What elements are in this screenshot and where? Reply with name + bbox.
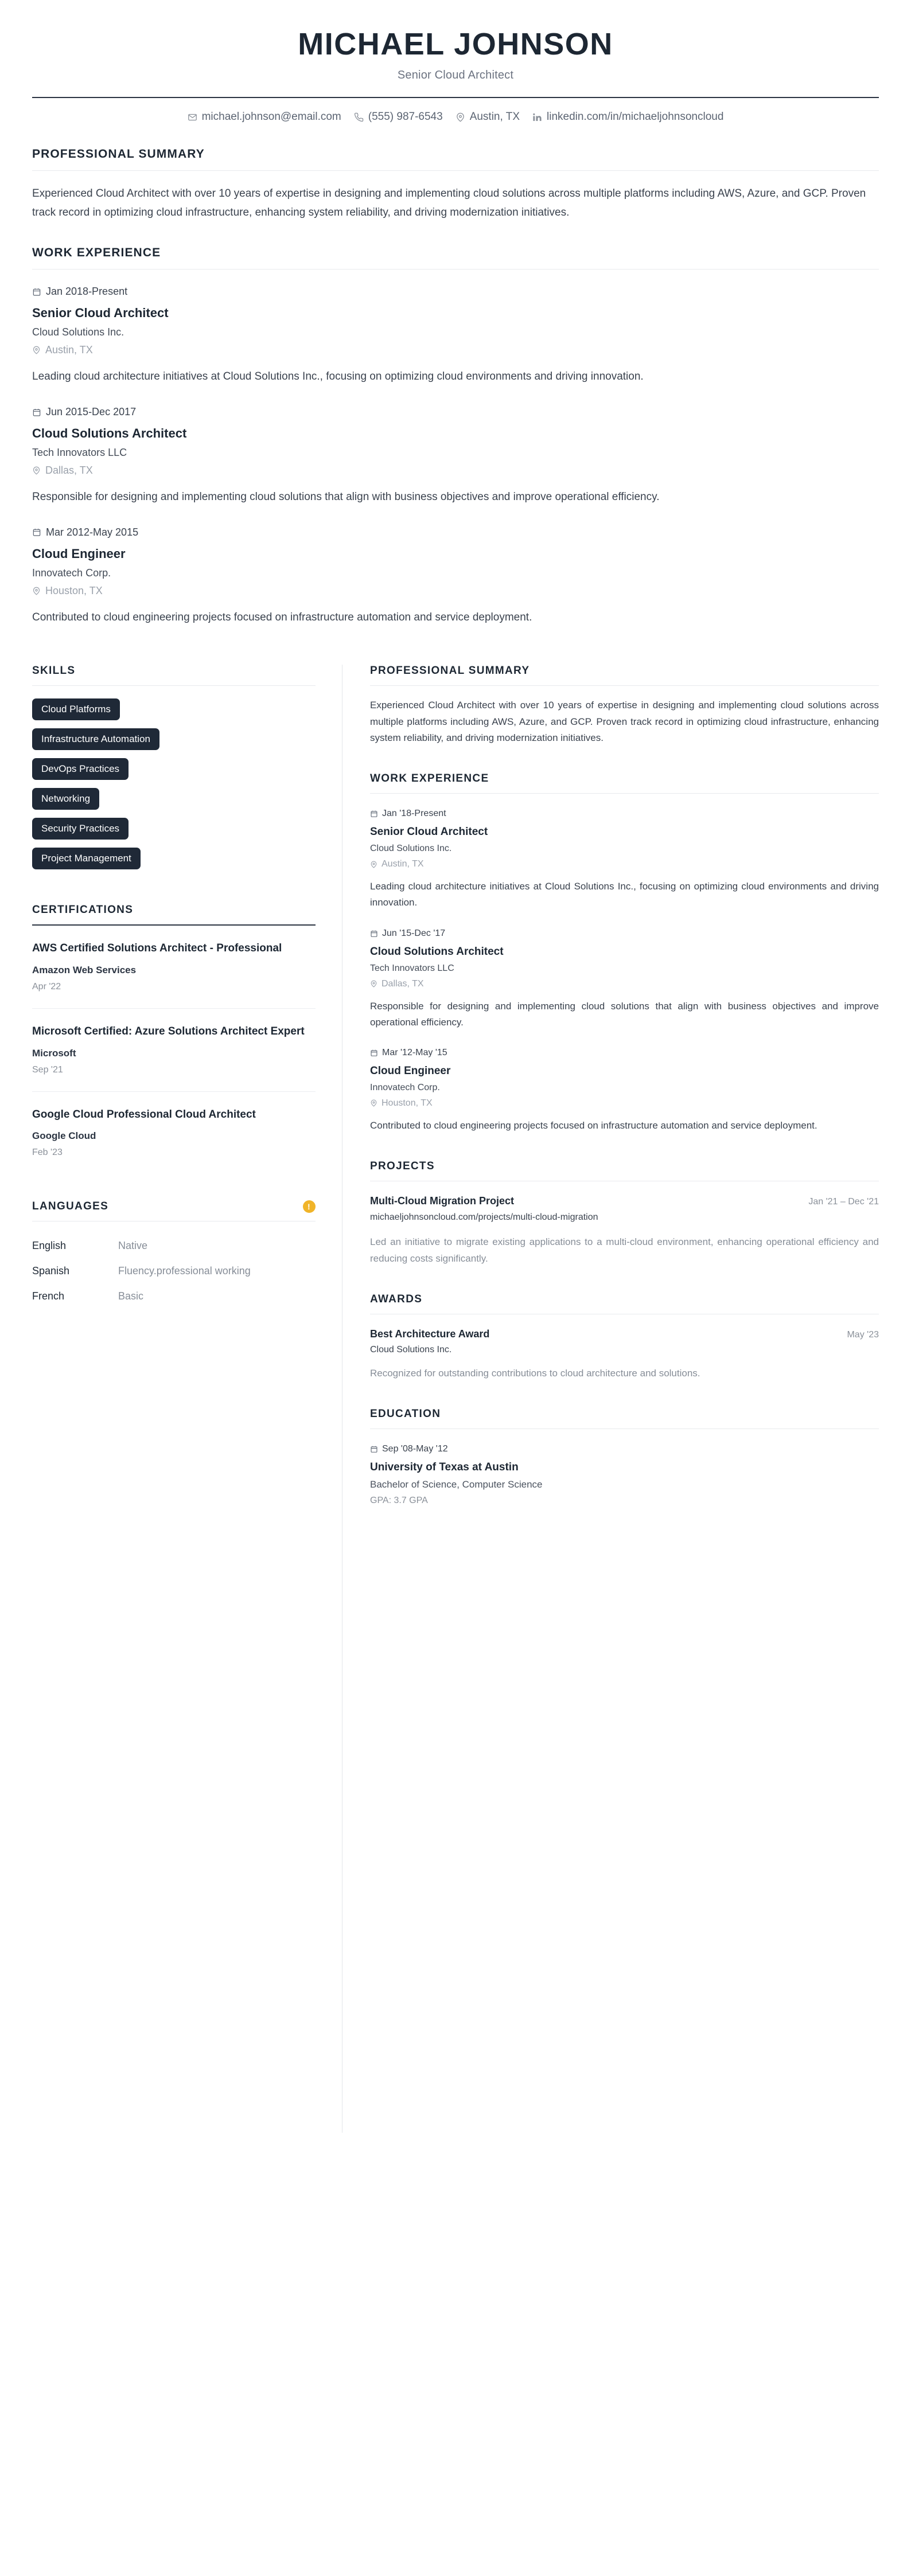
education-heading-text: EDUCATION: [370, 1408, 441, 1420]
education-item: [370, 1444, 879, 1506]
certification-item: [32, 926, 316, 1009]
projects-heading: [370, 1160, 879, 1173]
work-location: [32, 585, 879, 597]
award-date: May '23: [847, 1329, 879, 1340]
work-dates-text: Jun '15-Dec '17: [382, 928, 446, 938]
project-description: Led an initiative to migrate existing applications to a multi-cloud environment, enhancing operational efficiency and reducing costs significantly.: [370, 1236, 879, 1264]
languages-list: [32, 1233, 316, 1309]
certification-item: [32, 1009, 316, 1092]
certification-date: Feb '23: [32, 1148, 63, 1158]
work-location-text: Houston, TX: [381, 1098, 433, 1108]
work-title: Senior Cloud Architect: [370, 826, 488, 838]
certification-issuer: Microsoft: [32, 1047, 76, 1059]
work-location: [370, 979, 879, 989]
project-date: Jan '21 – Dec '21: [808, 1197, 879, 1207]
education-school: University of Texas at Austin: [370, 1461, 519, 1474]
skills-list: [32, 698, 316, 877]
contact-phone-text: (555) 987-6543: [368, 111, 443, 123]
language-row: [32, 1233, 316, 1258]
contact-location-text: Austin, TX: [469, 111, 520, 123]
skill-pill[interactable]: Networking: [32, 788, 99, 810]
map-pin-icon: [32, 346, 41, 354]
language-level: Native: [118, 1240, 148, 1252]
calendar-icon: [32, 287, 41, 296]
contact-phone[interactable]: [354, 111, 443, 123]
work-entry: [32, 526, 879, 627]
calendar-icon: [370, 930, 378, 938]
right-summary-heading-text: PROFESSIONAL SUMMARY: [370, 665, 530, 677]
work-entry: [370, 1048, 879, 1134]
language-name: French: [32, 1290, 65, 1302]
work-org: Tech Innovators LLC: [32, 447, 127, 459]
header-divider: [32, 97, 879, 98]
skill-pill[interactable]: Project Management: [32, 848, 141, 869]
awards-section: [370, 1293, 879, 1381]
project-header: [370, 1195, 879, 1207]
section-divider: [370, 793, 879, 794]
right-summary-heading: [370, 665, 879, 677]
projects-heading-text: PROJECTS: [370, 1160, 435, 1173]
work-location: [370, 859, 879, 869]
certification-issuer: Amazon Web Services: [32, 965, 137, 975]
skills-heading-text: SKILLS: [32, 665, 76, 677]
award-org: Cloud Solutions Inc.: [370, 1344, 452, 1355]
work-org: Innovatech Corp.: [370, 1082, 440, 1092]
section-divider: [32, 269, 879, 270]
certification-date: Apr '22: [32, 982, 61, 992]
calendar-icon: [370, 810, 378, 818]
education-section: [370, 1408, 879, 1506]
languages-heading-text: LANGUAGES: [32, 1200, 109, 1213]
top-summary-text: Experienced Cloud Architect with over 10 years of expertise in designing and implementing cloud solutions across multiple platforms including AWS, Azure, and GCP. Proven track record in optimizing cloud infrastructure, enhancing system reliability, and driving modernization initiatives.: [32, 188, 866, 218]
top-work-heading: WORK EXPERIENCE: [32, 246, 161, 260]
language-row: [32, 1283, 316, 1309]
skills-section: [32, 665, 316, 877]
skill-pill[interactable]: Security Practices: [32, 818, 129, 840]
right-summary-section: [370, 665, 879, 746]
project-item: [370, 1195, 879, 1267]
work-description: Responsible for designing and implementing cloud solutions that align with business objectives and improve operational efficiency.: [370, 1000, 879, 1028]
linkedin-icon: [532, 112, 542, 122]
work-dates-text: Jun 2015-Dec 2017: [46, 406, 137, 418]
work-description: Responsible for designing and implementing cloud solutions that align with business objectives and improve operational efficiency.: [32, 491, 660, 504]
work-dates: [370, 809, 879, 819]
map-pin-icon: [32, 587, 41, 595]
language-row: [32, 1258, 316, 1283]
certifications-heading: [32, 904, 316, 916]
award-title: Best Architecture Award: [370, 1328, 490, 1340]
language-name: Spanish: [32, 1264, 70, 1277]
phone-icon: [354, 112, 364, 122]
education-degree: Bachelor of Science, Computer Science: [370, 1479, 543, 1490]
skill-pill[interactable]: DevOps Practices: [32, 758, 129, 780]
work-location-text: Dallas, TX: [381, 978, 424, 989]
contact-email-text: michael.johnson@email.com: [201, 111, 341, 123]
certification-item: [32, 1092, 316, 1174]
language-name: English: [32, 1239, 67, 1251]
work-location: [32, 344, 879, 356]
work-description: Contributed to cloud engineering projects focused on infrastructure automation and service deployment.: [32, 611, 532, 623]
project-link[interactable]: michaeljohnsoncloud.com/projects/multi-cloud-migration: [370, 1212, 598, 1223]
work-dates-text: Mar '12-May '15: [382, 1047, 447, 1057]
resume-top-block: [0, 0, 911, 627]
work-dates: [32, 526, 879, 538]
work-org: Cloud Solutions Inc.: [370, 844, 452, 854]
section-divider: [370, 1428, 879, 1429]
work-org: Cloud Solutions Inc.: [32, 326, 124, 338]
map-pin-icon: [32, 466, 41, 475]
work-location-text: Austin, TX: [381, 859, 424, 869]
projects-section: [370, 1160, 879, 1267]
work-dates: [370, 1048, 879, 1058]
section-divider: [32, 685, 316, 686]
envelope-icon: [188, 112, 197, 122]
work-title: Cloud Engineer: [370, 1064, 451, 1077]
language-level: Basic: [118, 1290, 144, 1302]
page-title: MICHAEL JOHNSON: [298, 27, 613, 61]
languages-heading: [32, 1200, 316, 1213]
work-org: Tech Innovators LLC: [370, 963, 454, 973]
map-pin-icon: [370, 980, 377, 988]
skill-pill[interactable]: Cloud Platforms: [32, 698, 120, 720]
award-item: [370, 1328, 879, 1381]
certifications-section: [32, 904, 316, 1174]
work-entry: [32, 286, 879, 387]
work-dates: [32, 406, 879, 418]
awards-heading-text: AWARDS: [370, 1293, 423, 1305]
section-divider: [32, 170, 879, 171]
work-entry: [32, 406, 879, 507]
contact-location: [456, 111, 520, 123]
contact-linkedin-text: linkedin.com/in/michaeljohnsoncloud: [547, 111, 724, 123]
top-summary-heading: PROFESSIONAL SUMMARY: [32, 147, 205, 161]
calendar-icon: [370, 1445, 378, 1453]
work-entry: [370, 928, 879, 1031]
work-description: Contributed to cloud engineering projects focused on infrastructure automation and service deployment.: [370, 1119, 817, 1131]
work-location: [32, 465, 879, 477]
right-column: [342, 665, 879, 1506]
education-gpa: GPA: 3.7 GPA: [370, 1496, 428, 1506]
work-title: Cloud Solutions Architect: [370, 945, 504, 958]
certification-name: AWS Certified Solutions Architect - Professional: [32, 942, 282, 955]
section-divider: [370, 685, 879, 686]
work-entry: [370, 809, 879, 911]
work-dates-text: Jan '18-Present: [382, 809, 446, 819]
work-location-text: Austin, TX: [45, 344, 93, 356]
work-title: Cloud Engineer: [32, 546, 126, 561]
certification-name: Microsoft Certified: Azure Solutions Architect Expert: [32, 1025, 305, 1037]
right-summary-text: Experienced Cloud Architect with over 10 years of expertise in designing and implementing cloud solutions across multiple platforms including AWS, Azure, and GCP. Proven track record in optimizing cloud infrastructure, enhancing system reliability, and driving modernization initiatives.: [370, 700, 879, 743]
education-heading: [370, 1408, 879, 1420]
contact-email[interactable]: [188, 111, 341, 123]
work-location-text: Dallas, TX: [45, 465, 93, 477]
calendar-icon: [370, 1049, 378, 1057]
work-title: Senior Cloud Architect: [32, 306, 169, 321]
award-header: [370, 1328, 879, 1340]
language-level: Fluency.professional working: [118, 1265, 251, 1277]
skill-pill[interactable]: Infrastructure Automation: [32, 728, 159, 750]
right-work-heading-text: WORK EXPERIENCE: [370, 772, 489, 785]
work-title: Cloud Solutions Architect: [32, 426, 187, 441]
awards-heading: [370, 1293, 879, 1306]
work-dates: [32, 286, 879, 298]
project-title: Multi-Cloud Migration Project: [370, 1195, 514, 1207]
work-org: Innovatech Corp.: [32, 567, 111, 579]
map-pin-icon: [370, 1099, 377, 1107]
left-column: [32, 665, 342, 1309]
map-pin-icon: [456, 112, 465, 122]
two-column-block: [0, 665, 911, 2156]
work-location-text: Houston, TX: [45, 584, 103, 596]
work-dates: [370, 928, 879, 939]
calendar-icon: [32, 528, 41, 537]
education-dates-text: Sep '08-May '12: [382, 1444, 448, 1454]
map-pin-icon: [370, 861, 377, 868]
certification-name: Google Cloud Professional Cloud Architect: [32, 1108, 256, 1121]
warning-icon[interactable]: !: [303, 1200, 316, 1213]
work-location: [370, 1098, 879, 1109]
award-description: Recognized for outstanding contributions to cloud architecture and solutions.: [370, 1367, 700, 1379]
certification-date: Sep '21: [32, 1064, 63, 1075]
work-dates-text: Mar 2012-May 2015: [46, 526, 139, 538]
contact-row: [32, 111, 879, 123]
certifications-heading-text: CERTIFICATIONS: [32, 904, 134, 916]
work-description: Leading cloud architecture initiatives at Cloud Solutions Inc., focusing on optimizing cloud environments and driving innovation.: [370, 881, 879, 908]
right-work-heading: [370, 772, 879, 785]
work-description: Leading cloud architecture initiatives at Cloud Solutions Inc., focusing on optimizing cloud environments and driving innovation.: [32, 370, 644, 383]
calendar-icon: [32, 408, 41, 417]
headline: Senior Cloud Architect: [397, 69, 514, 82]
work-dates-text: Jan 2018-Present: [46, 286, 128, 298]
education-dates: [370, 1444, 879, 1454]
certification-issuer: Google Cloud: [32, 1130, 96, 1142]
right-work-section: [370, 772, 879, 1134]
contact-linkedin[interactable]: [532, 111, 723, 123]
skills-heading: [32, 665, 316, 677]
languages-section: [32, 1200, 316, 1309]
